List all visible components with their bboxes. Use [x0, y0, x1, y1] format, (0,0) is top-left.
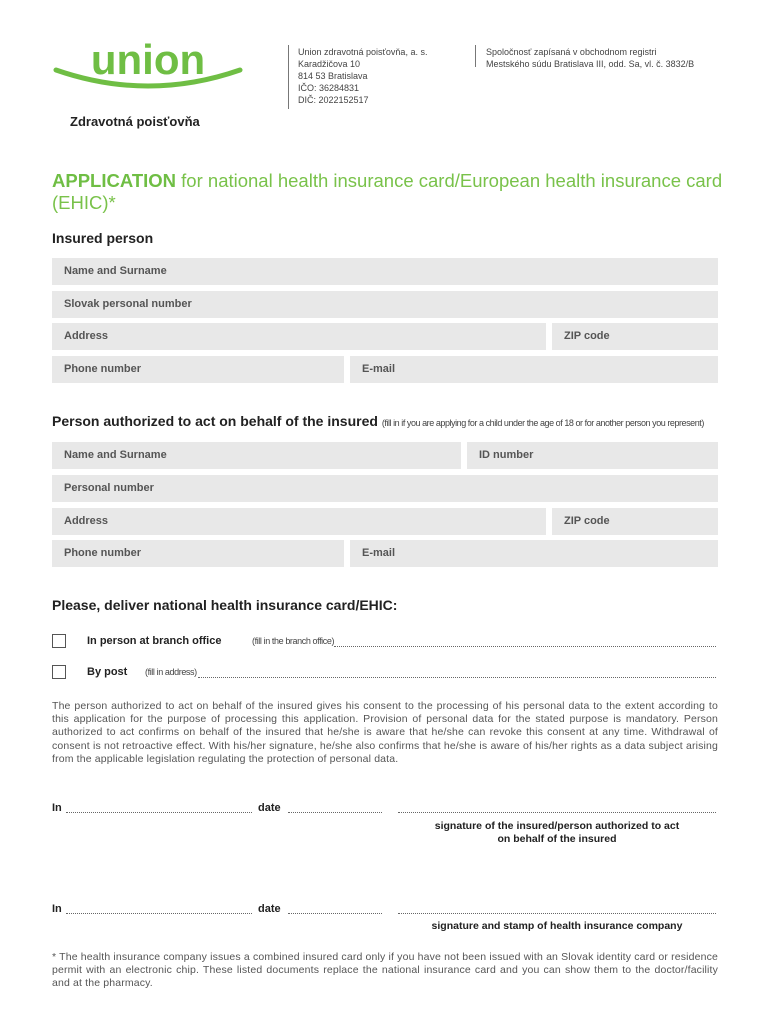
field-label: Name and Surname — [64, 449, 167, 461]
branch-office-label: In person at branch office — [87, 635, 222, 647]
sig2-caption-line: signature and stamp of health insurance company — [431, 920, 683, 932]
sig1-signature-line[interactable] — [398, 812, 716, 813]
company-line: IČO: 36284831 — [298, 83, 360, 93]
sig1-date-line[interactable] — [288, 812, 382, 813]
field-label: ZIP code — [564, 330, 610, 342]
field-label: Slovak personal number — [64, 298, 192, 310]
delivery-heading: Please, deliver national health insurance card/EHIC: — [52, 597, 398, 613]
page-title — [52, 170, 732, 214]
sig1-date-label: date — [258, 802, 281, 814]
title-rest: for national health insurance card/European health insurance card (EHIC)* — [52, 170, 723, 213]
by-post-note: (fill in address) — [145, 667, 197, 677]
union-logo — [48, 40, 248, 100]
field-label: Phone number — [64, 363, 142, 375]
insured-address-field[interactable] — [52, 323, 546, 350]
sig1-caption — [398, 820, 716, 846]
authorized-id-field[interactable] — [467, 442, 718, 469]
sig2-signature-line[interactable] — [398, 913, 716, 914]
authorized-personal-number-field[interactable] — [52, 475, 718, 502]
by-post-label: By post — [87, 666, 128, 678]
header-divider — [288, 45, 289, 109]
consent-text: The person authorized to act on behalf of the insured gives his consent to the processing of his personal data to the extent according to this application for the purpose of processing this application. Provision of personal data for the stated purpose is mandatory. Person authorized to act confirms on behalf of the insured that he/she is aware that he/she can revoke this consent at any time. Withdrawal of consent is not retroactive effect. With his/her signature, he/she also confirms that he/she is aware of his/her rights as a data subject arising from the applicable legislation regulating the protection of personal data. — [52, 700, 718, 765]
by-post-checkbox[interactable] — [52, 665, 66, 679]
by-post-fill-line[interactable] — [198, 677, 716, 678]
field-label: ID number — [479, 449, 534, 461]
insured-heading: Insured person — [52, 230, 154, 246]
branch-office-fill-line[interactable] — [334, 646, 716, 647]
header-divider — [475, 45, 476, 67]
insured-personal-number-field[interactable] — [52, 291, 718, 318]
branch-office-note: (fill in the branch office) — [252, 636, 335, 646]
authorized-zip-field[interactable] — [552, 508, 718, 535]
sig2-date-label: date — [258, 903, 281, 915]
authorized-email-field[interactable] — [350, 540, 718, 567]
field-label: Name and Surname — [64, 265, 167, 277]
logo-subtitle: Zdravotná poisťovňa — [70, 114, 200, 129]
sig1-caption-line: on behalf of the insured — [497, 833, 617, 845]
sig2-date-line[interactable] — [288, 913, 382, 914]
footnote: * The health insurance company issues a combined insured card only if you have not been issued with an Slovak identity card or residence permit with an electronic chip. These listed documents replace the national insurance card and you can show them to the doctor/facility and at the pharmacy. — [52, 951, 718, 990]
field-label: Address — [64, 515, 109, 527]
company-registry — [486, 46, 694, 70]
company-line: Union zdravotná poisťovňa, a. s. — [298, 47, 428, 57]
authorized-phone-field[interactable] — [52, 540, 344, 567]
union-logo-graphic — [48, 40, 248, 100]
field-label: ZIP code — [564, 515, 610, 527]
sig1-in-label: In — [52, 802, 62, 814]
company-line: DIČ: 2022152517 — [298, 95, 369, 105]
sig2-place-line[interactable] — [66, 913, 252, 914]
authorized-address-field[interactable] — [52, 508, 546, 535]
registry-line: Spoločnosť zapísaná v obchodnom registri — [486, 47, 657, 57]
authorized-note: (fill in if you are applying for a child under the age of 18 or for another person you represent) — [381, 418, 704, 428]
sig2-in-label: In — [52, 903, 62, 915]
field-label: Personal number — [64, 482, 154, 494]
field-label: Phone number — [64, 547, 142, 559]
field-label: E-mail — [362, 547, 396, 559]
company-line: Karadžičova 10 — [298, 59, 361, 69]
title-strong: APPLICATION — [52, 170, 177, 191]
sig2-caption — [398, 920, 716, 933]
branch-office-checkbox[interactable] — [52, 634, 66, 648]
sig1-place-line[interactable] — [66, 812, 252, 813]
company-address — [298, 46, 427, 106]
insured-email-field[interactable] — [350, 356, 718, 383]
authorized-heading — [52, 413, 704, 429]
insured-name-field[interactable] — [52, 258, 718, 285]
sig1-caption-line: signature of the insured/person authorized to act — [434, 820, 680, 832]
logo-wordmark: union — [90, 40, 206, 83]
authorized-name-field[interactable] — [52, 442, 461, 469]
insured-zip-field[interactable] — [552, 323, 718, 350]
insured-phone-field[interactable] — [52, 356, 344, 383]
field-label: E-mail — [362, 363, 396, 375]
authorized-heading-text: Person authorized to act on behalf of the insured — [52, 413, 378, 429]
field-label: Address — [64, 330, 109, 342]
registry-line: Mestského súdu Bratislava III, odd. Sa, vl. č. 3832/B — [486, 59, 695, 69]
company-line: 814 53 Bratislava — [298, 71, 368, 81]
